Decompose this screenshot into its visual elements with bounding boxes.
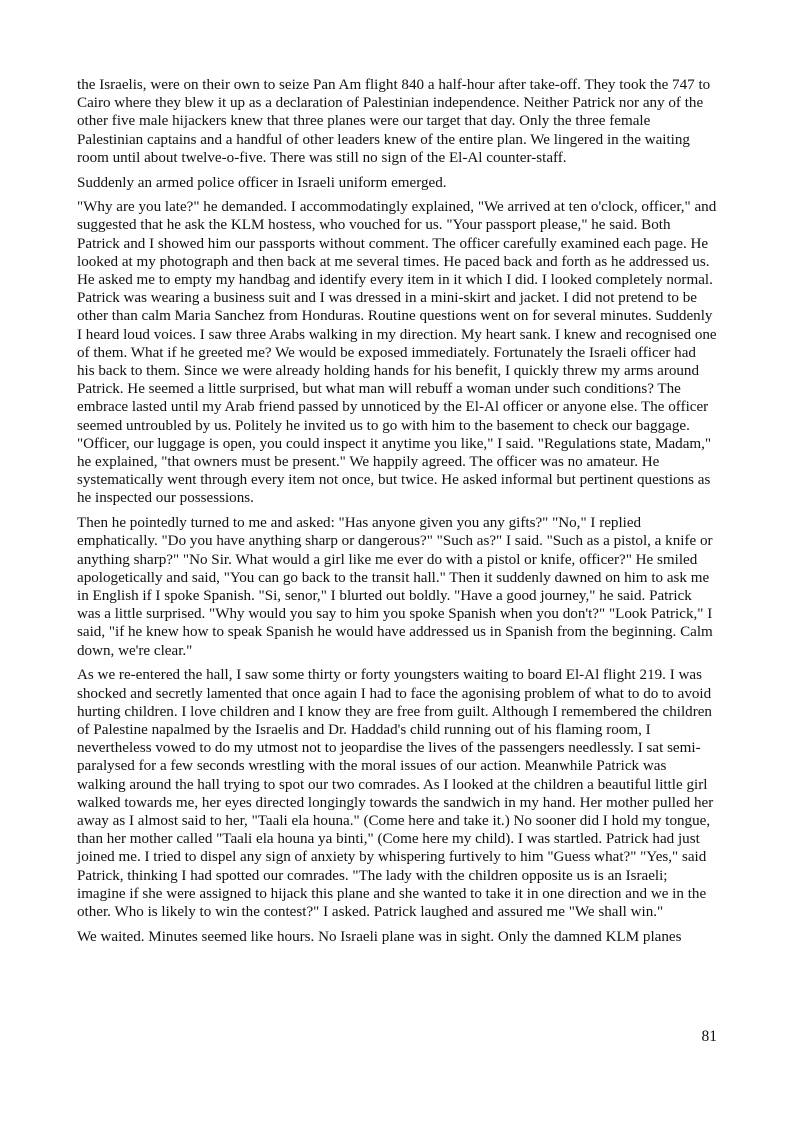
paragraph: "Why are you late?" he demanded. I accommodatingly explained, "We arrived at ten o'clock, officer," and suggested that he ask the KLM hostess, who vouched for us. "Your passport please," he said. Both Patrick and I showed him our passports without comment. The officer carefully examined each page. He looked at my photograph and then back at me several times. He paced back and forth as he addressed us. He asked me to empty my handbag and identify every item in it which I did. I looked completely normal. Patrick was wearing a business suit and I was dressed in a mini-skirt and jacket. I did not pretend to be other than calm Maria Sanchez from Honduras. Routine questions went on for several minutes. Suddenly I heard loud voices. I saw three Arabs walking in my direction. My heart sank. I knew and recognised one of them. What if he greeted me? We would be exposed immediately. Fortunately the Israeli officer had his back to them. Since we were already holding hands for his benefit, I quickly threw my arms around Patrick. He seemed a little surprised, but what man will rebuff a woman under such conditions? The embrace lasted until my Arab friend passed by unnoticed by the El-Al officer or anyone else. The officer seemed untroubled by us. Politely he invited us to go with him to the basement to check our baggage. "Officer, our luggage is open, you could inspect it anytime you like," I said. "Regulations state, Madam," he explained, "that owners must be present." We happily agreed. The officer was no amateur. He systematically went through every item not once, but twice. He asked informal but pertinent questions as he inspected our possessions. (77, 199, 717, 507)
paragraph: the Israelis, were on their own to seize Pan Am flight 840 a half-hour after take-off. They took the 747 to Cairo where they blew it up as a declaration of Palestinian independence. Neither Patrick nor any of the other five male hijackers knew that three planes were our target that day. Only the three female Palestinian captains and a handful of other leaders knew of the entire plan. We lingered in the waiting room until about twelve-o-five. There was still no sign of the El-Al counter-staff. (77, 77, 711, 166)
paragraph: Suddenly an armed police officer in Israeli uniform emerged. (77, 174, 447, 191)
page-body (77, 76, 717, 952)
paragraph: We waited. Minutes seemed like hours. No Israeli plane was in sight. Only the damned KLM planes (77, 928, 682, 945)
page-number: 81 (701, 1028, 717, 1045)
paragraph: Then he pointedly turned to me and asked: "Has anyone given you any gifts?" "No," I replied emphatically. "Do you have anything sharp or dangerous?" "Such as?" I said. "Such as a pistol, a knife or anything sharp?" "No Sir. What would a girl like me ever do with a pistol or knife, officer?" He smiled apologetically and said, "You can go back to the transit hall." Then it suddenly dawned on him to ask me in English if I spoke Spanish. "Si, senor," I blurted out boldly. "Have a good journey," he said. Patrick was a little surprised. "Why would you say to him you spoke Spanish when you don't?" "Look Patrick," I said, "if he knew how to speak Spanish he would have addressed us in Spanish from the beginning. Calm down, we're clear." (77, 515, 713, 659)
paragraph: As we re-entered the hall, I saw some thirty or forty youngsters waiting to board El-Al flight 219. I was shocked and secretly lamented that once again I had to face the agonising problem of what to do to avoid hurting children. I love children and I know they are free from guilt. Although I remembered the children of Palestine napalmed by the Israelis and Dr. Haddad's child running out of his flaming room, I nevertheless vowed to do my utmost not to jeopardise the lives of the passengers needlessly. I sat semi-paralysed for a few seconds wrestling with the moral issues of our action. Meanwhile Patrick was walking around the hall trying to spot our two comrades. As I looked at the children a beautiful little girl walked towards me, her eyes directed longingly towards the sandwich in my hand. Her mother pulled her away as I almost said to her, "Taali ela houna." (Come here and take it.) No sooner did I hold my tongue, than her mother called "Taali ela houna ya binti," (Come here my child). I was startled. Patrick had just joined me. I tried to dispel any sign of anxiety by whispering furtively to him "Guess what?" "Yes," said Patrick, thinking I had spotted our comrades. "The lady with the children opposite us is an Israeli; imagine if she were assigned to hijack this plane and she wanted to take it in one direction and we in the other. Who is likely to win the contest?" I asked. Patrick laughed and assured me "We shall win." (77, 667, 714, 920)
